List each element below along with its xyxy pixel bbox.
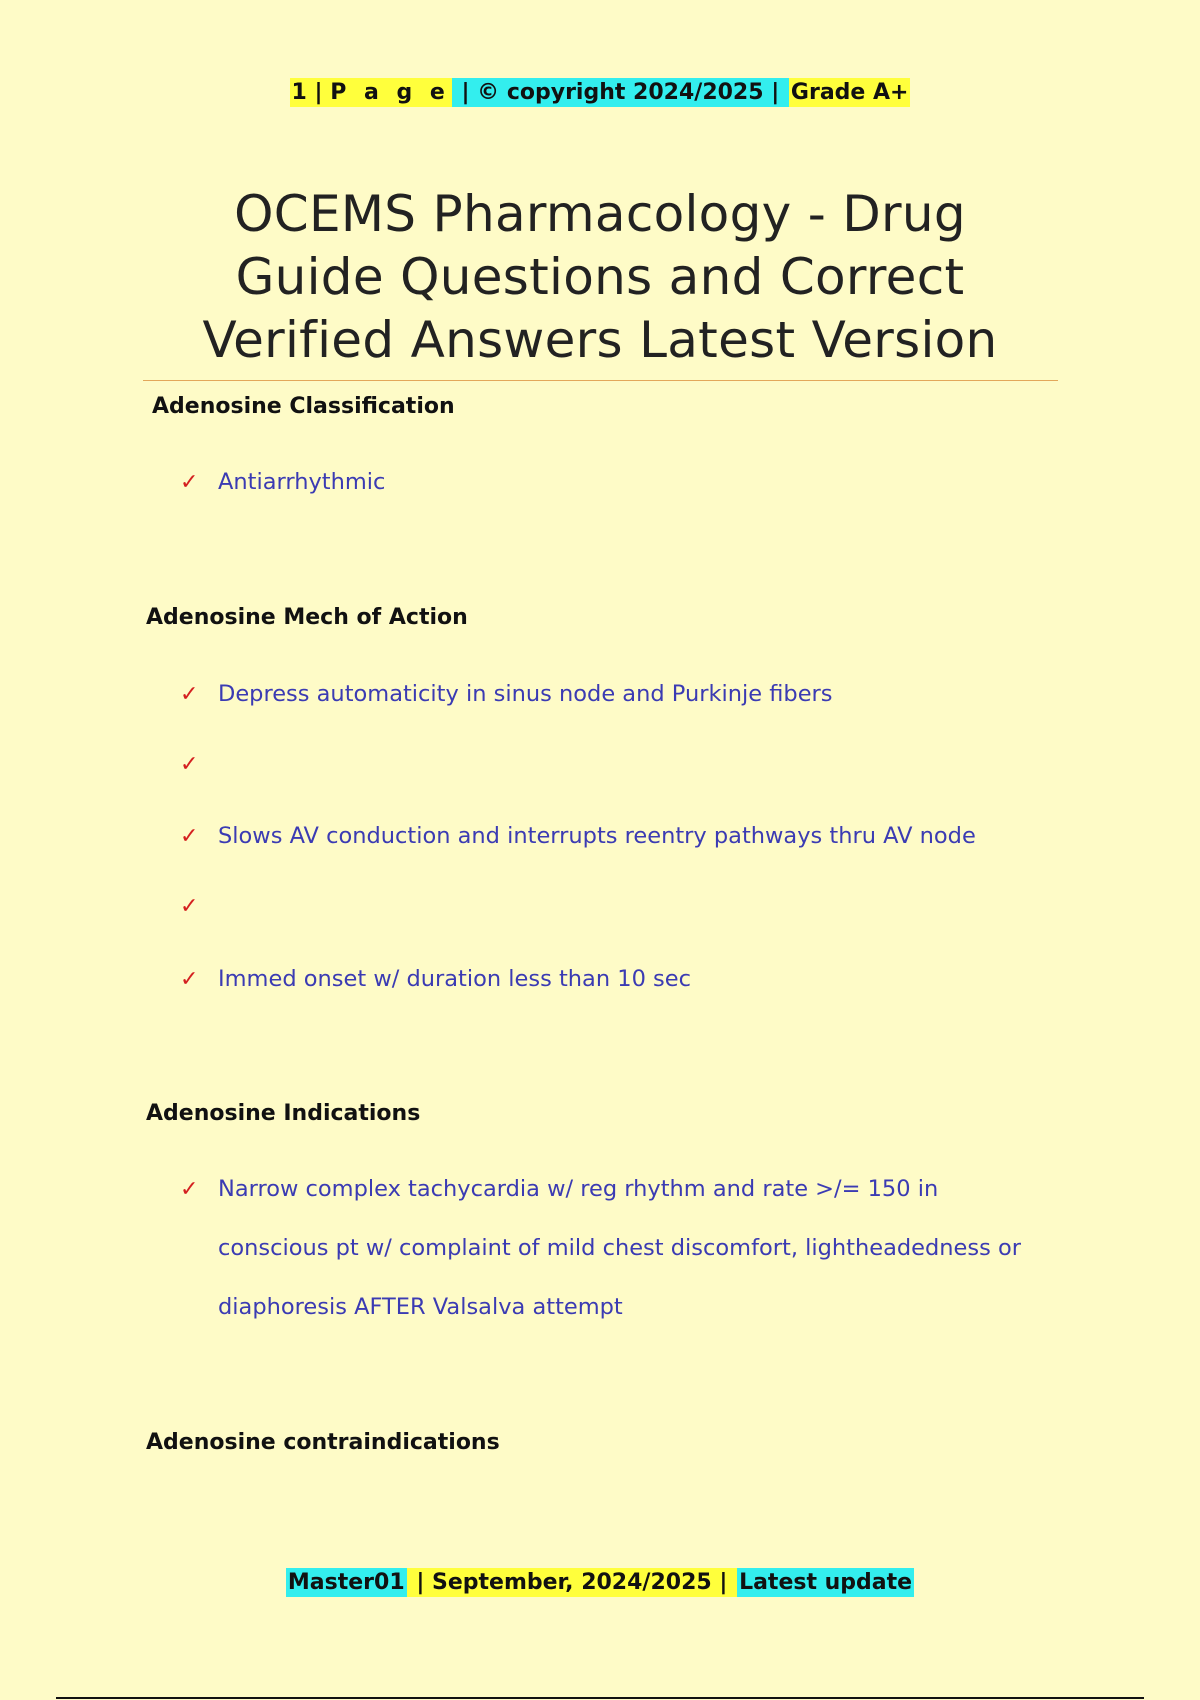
checkmark-icon: ✓: [180, 752, 199, 777]
page-number-highlight: [290, 78, 452, 107]
header-separator: |: [763, 80, 787, 105]
section-heading-mechanism: Adenosine Mech of Action: [146, 605, 468, 630]
grade-badge: Grade A+: [790, 80, 909, 105]
checkmark-icon: ✓: [180, 682, 199, 707]
footer-divider: [56, 1697, 1144, 1699]
checkmark-icon: ✓: [180, 1177, 199, 1202]
document-title: [0, 183, 1200, 372]
checkmark-icon: ✓: [180, 470, 199, 495]
title-divider: [143, 380, 1058, 381]
status-badge: Latest update: [739, 1570, 913, 1595]
footer-separator: |: [408, 1570, 433, 1595]
list-item-text: Narrow complex tachycardia w/ reg rhythm and rate >/= 150 in conscious pt w/ complaint of mild chest discomfort, lightheadedness or diaphoresis AFTER Valsalva attempt: [218, 1176, 1022, 1320]
title-line-2: Guide Questions and Correct: [235, 248, 965, 306]
list-item-text: Slows AV conduction and interrupts reentry pathways thru AV node: [218, 823, 976, 849]
copyright-text: © copyright 2024/2025: [477, 80, 764, 105]
author-badge: Master01: [287, 1570, 405, 1595]
section-heading-classification: Adenosine Classification: [152, 394, 455, 419]
page-label: P a g e: [330, 80, 450, 105]
list-item-text: Depress automaticity in sinus node and Purkinje fibers: [218, 681, 833, 707]
footer-separator: |: [711, 1570, 736, 1595]
title-line-3: Verified Answers Latest Version: [202, 311, 998, 369]
section-heading-contraindications: Adenosine contraindications: [146, 1430, 500, 1455]
header-separator: |: [306, 80, 331, 105]
page-header: [0, 76, 1200, 110]
list-item-text: Immed onset w/ duration less than 10 sec: [218, 966, 691, 992]
footer-date: September, 2024/2025: [432, 1570, 712, 1595]
section-heading-indications: Adenosine Indications: [146, 1101, 421, 1126]
checkmark-icon: ✓: [180, 894, 199, 919]
copyright-highlight: [452, 78, 789, 107]
header-separator: |: [453, 80, 478, 105]
list-item-text: Antiarrhythmic: [218, 469, 386, 495]
date-highlight: [407, 1568, 737, 1597]
page-number: 1: [291, 80, 307, 105]
checkmark-icon: ✓: [180, 824, 199, 849]
page-footer: [0, 1566, 1200, 1600]
checkmark-icon: ✓: [180, 967, 199, 992]
title-line-1: OCEMS Pharmacology - Drug: [234, 185, 966, 243]
